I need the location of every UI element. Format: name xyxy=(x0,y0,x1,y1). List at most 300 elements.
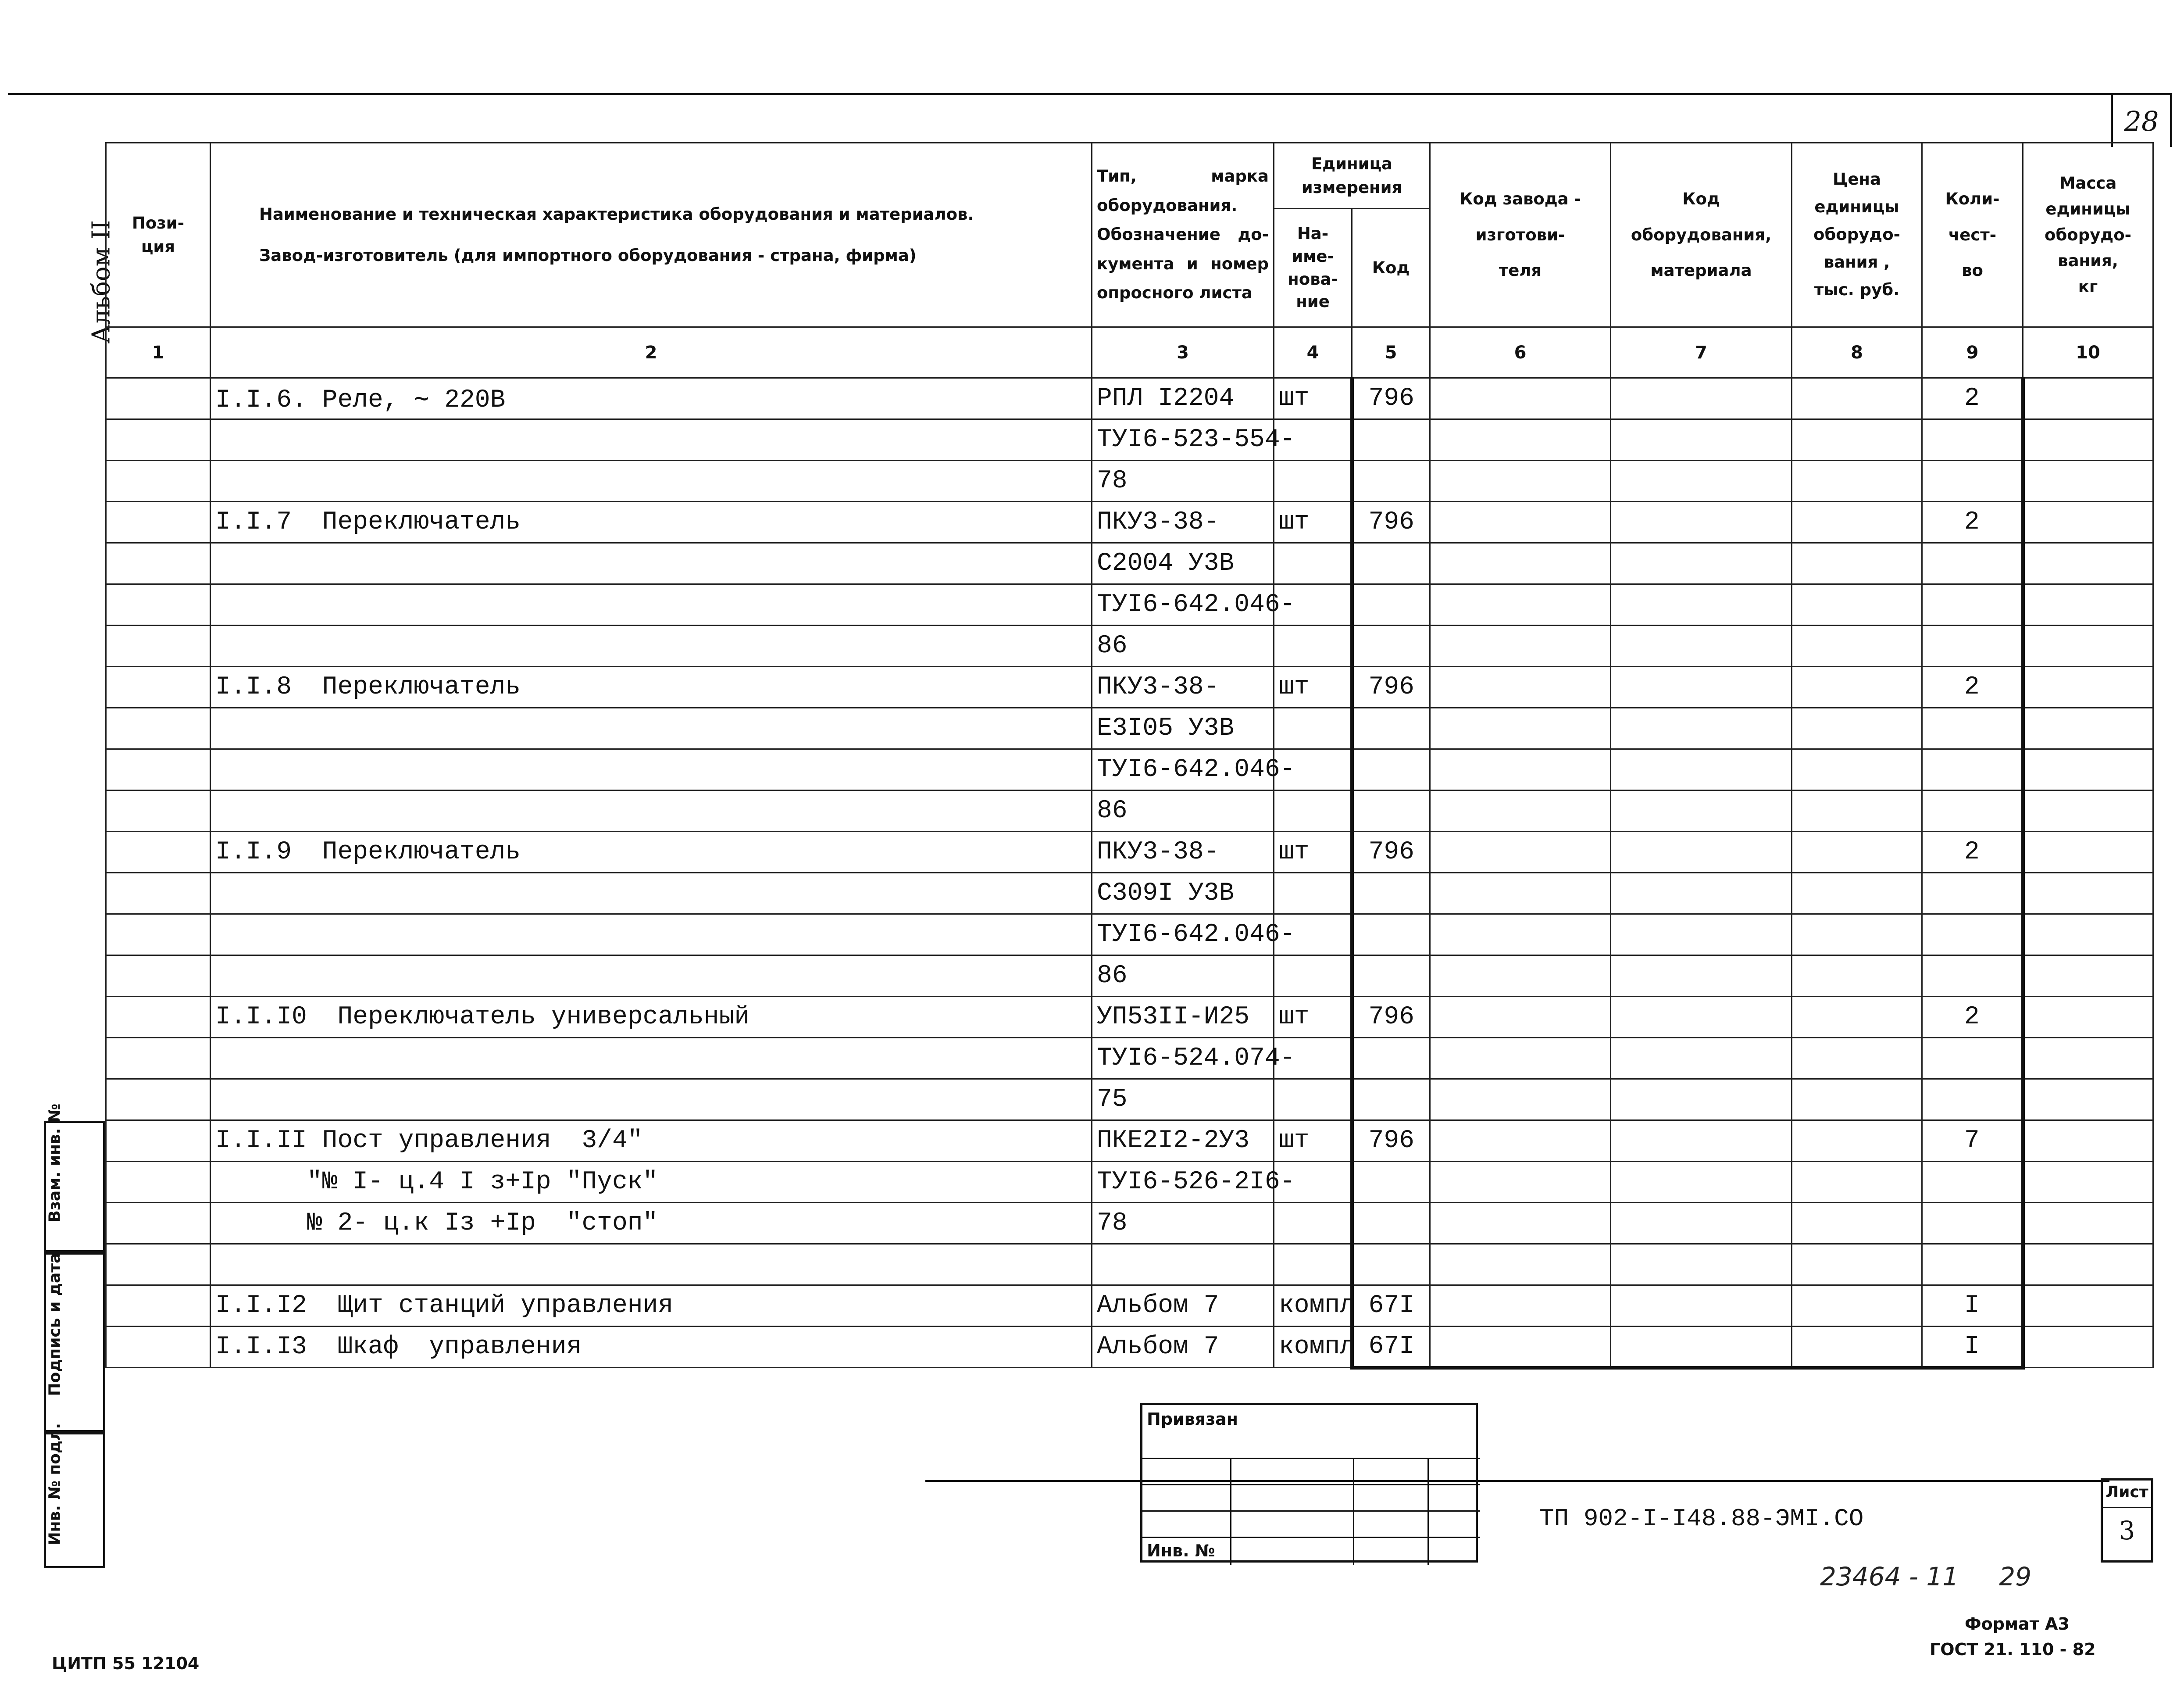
table-row xyxy=(106,997,2153,1038)
cell-col-6 xyxy=(1430,419,1611,461)
cell-col-6 xyxy=(1430,543,1611,584)
cell-col-7 xyxy=(1611,997,1792,1038)
table-row xyxy=(106,584,2153,626)
cell-col-9: I xyxy=(1922,1327,2023,1368)
cell-col-6 xyxy=(1430,667,1611,708)
table-row xyxy=(106,832,2153,873)
cell-col-9 xyxy=(1922,1038,2023,1079)
cell-col-10 xyxy=(2023,1285,2153,1327)
cell-col-1 xyxy=(106,873,211,914)
cell-col-10 xyxy=(2023,708,2153,749)
cell-col-5: 796 xyxy=(1352,667,1430,708)
table-row xyxy=(106,419,2153,461)
cell-col-2 xyxy=(211,461,1092,502)
cell-col-6 xyxy=(1430,1203,1611,1244)
cell-col-7 xyxy=(1611,667,1792,708)
cell-col-2 xyxy=(211,1079,1092,1120)
header-unit-name: На- име- нова- ние xyxy=(1274,209,1352,327)
cell-col-5 xyxy=(1352,1244,1430,1285)
side-strip-podpis xyxy=(44,1252,105,1432)
cell-col-6 xyxy=(1430,955,1611,997)
table-row xyxy=(106,790,2153,832)
table-row xyxy=(106,1038,2153,1079)
cell-col-1 xyxy=(106,832,211,873)
cell-col-8 xyxy=(1792,584,1922,626)
specification-table xyxy=(105,142,2154,1370)
cell-col-10 xyxy=(2023,1120,2153,1162)
table-row xyxy=(106,1244,2153,1285)
cell-col-4: шт xyxy=(1274,1120,1352,1162)
cell-col-6 xyxy=(1430,461,1611,502)
cell-col-8 xyxy=(1792,378,1922,419)
cell-col-8 xyxy=(1792,997,1922,1038)
table-row xyxy=(106,667,2153,708)
cell-col-7 xyxy=(1611,832,1792,873)
table-row xyxy=(106,708,2153,749)
cell-col-1 xyxy=(106,419,211,461)
cell-col-2 xyxy=(211,543,1092,584)
cell-col-2 xyxy=(211,914,1092,955)
cell-col-9: 2 xyxy=(1922,502,2023,543)
cell-col-5: 796 xyxy=(1352,378,1430,419)
cell-col-3: 86 xyxy=(1092,790,1274,832)
cell-col-5: 796 xyxy=(1352,832,1430,873)
cell-col-7 xyxy=(1611,419,1792,461)
side-strip-inv xyxy=(44,1423,105,1568)
cell-col-6 xyxy=(1430,1120,1611,1162)
col-number-5: 5 xyxy=(1352,327,1430,378)
cell-col-1 xyxy=(106,914,211,955)
cell-col-5 xyxy=(1352,1203,1430,1244)
cell-col-5: 67I xyxy=(1352,1285,1430,1327)
cell-col-8 xyxy=(1792,790,1922,832)
sheet-number: 3 xyxy=(2119,1516,2135,1545)
cell-col-7 xyxy=(1611,1203,1792,1244)
cell-col-9 xyxy=(1922,914,2023,955)
cell-col-5: 796 xyxy=(1352,997,1430,1038)
cell-col-10 xyxy=(2023,584,2153,626)
cell-col-10 xyxy=(2023,790,2153,832)
cell-col-9: 2 xyxy=(1922,667,2023,708)
header-type: Тип, марка оборудования. Обозначение до- кумента и номер опросного листа xyxy=(1092,143,1274,327)
table-row xyxy=(106,955,2153,997)
cell-col-2: I.I.II Пост управления 3/4" xyxy=(211,1120,1092,1162)
cell-col-1 xyxy=(106,584,211,626)
cell-col-6 xyxy=(1430,626,1611,667)
cell-col-1 xyxy=(106,790,211,832)
cell-col-5 xyxy=(1352,419,1430,461)
cell-col-4: шт xyxy=(1274,997,1352,1038)
cell-col-2: I.I.I3 Шкаф управления xyxy=(211,1327,1092,1368)
cell-col-2 xyxy=(211,708,1092,749)
col-number-9: 9 xyxy=(1922,327,2023,378)
cell-col-3: ТУI6-642.046- xyxy=(1092,914,1274,955)
cell-col-2 xyxy=(211,790,1092,832)
header-unit-code: Код xyxy=(1352,209,1430,327)
cell-col-5 xyxy=(1352,1079,1430,1120)
cell-col-4 xyxy=(1274,543,1352,584)
cell-col-9: 7 xyxy=(1922,1120,2023,1162)
cell-col-4 xyxy=(1274,1203,1352,1244)
cell-col-10 xyxy=(2023,873,2153,914)
cell-col-1 xyxy=(106,626,211,667)
table-row xyxy=(106,1327,2153,1368)
cell-col-8 xyxy=(1792,1285,1922,1327)
cell-col-2: I.I.9 Переключатель xyxy=(211,832,1092,873)
side-label-podpis: Подпись и дата xyxy=(46,1252,64,1396)
cell-col-5: 796 xyxy=(1352,1120,1430,1162)
cell-col-3: ТУI6-642.046- xyxy=(1092,749,1274,790)
cell-col-6 xyxy=(1430,1285,1611,1327)
cell-col-10 xyxy=(2023,502,2153,543)
table-row xyxy=(106,378,2153,419)
cell-col-5 xyxy=(1352,873,1430,914)
handwritten-number: 23464 - 11 29 xyxy=(1820,1562,2032,1591)
sheet-box xyxy=(2101,1478,2153,1563)
cell-col-7 xyxy=(1611,1327,1792,1368)
cell-col-4 xyxy=(1274,626,1352,667)
cell-col-10 xyxy=(2023,543,2153,584)
cell-col-4 xyxy=(1274,1079,1352,1120)
table-row xyxy=(106,543,2153,584)
cell-col-4 xyxy=(1274,790,1352,832)
cell-col-8 xyxy=(1792,1162,1922,1203)
cell-col-8 xyxy=(1792,1038,1922,1079)
cell-col-2: I.I.I0 Переключатель универсальный xyxy=(211,997,1092,1038)
cell-col-7 xyxy=(1611,873,1792,914)
cell-col-6 xyxy=(1430,1327,1611,1368)
cell-col-8 xyxy=(1792,914,1922,955)
cell-col-5 xyxy=(1352,626,1430,667)
document-code: ТП 902-I-I48.88-ЭМI.СО xyxy=(1539,1505,1864,1533)
cell-col-8 xyxy=(1792,419,1922,461)
cell-col-10 xyxy=(2023,997,2153,1038)
cell-col-6 xyxy=(1430,914,1611,955)
stamp-rule xyxy=(925,1480,2109,1482)
cell-col-3: ТУI6-642.046- xyxy=(1092,584,1274,626)
cell-col-5: 67I xyxy=(1352,1327,1430,1368)
cell-col-3: С309I У3В xyxy=(1092,873,1274,914)
cell-col-3: 86 xyxy=(1092,626,1274,667)
cell-col-6 xyxy=(1430,1038,1611,1079)
col-number-1: 1 xyxy=(106,327,211,378)
cell-col-8 xyxy=(1792,1244,1922,1285)
cell-col-9 xyxy=(1922,708,2023,749)
cell-col-2 xyxy=(211,419,1092,461)
cell-col-6 xyxy=(1430,584,1611,626)
side-label-inv: Инв. № подл. xyxy=(46,1423,64,1545)
cell-col-1 xyxy=(106,1120,211,1162)
cell-col-1 xyxy=(106,543,211,584)
table-row xyxy=(106,626,2153,667)
cell-col-9 xyxy=(1922,1079,2023,1120)
header-price: Цена единицы оборудо- вания , тыс. руб. xyxy=(1792,143,1922,327)
table-row xyxy=(106,1120,2153,1162)
cell-col-2: I.I.8 Переключатель xyxy=(211,667,1092,708)
col-number-7: 7 xyxy=(1611,327,1792,378)
table-row xyxy=(106,1079,2153,1120)
cell-col-7 xyxy=(1611,749,1792,790)
cell-col-3: ТУI6-526-2I6- xyxy=(1092,1162,1274,1203)
cell-col-8 xyxy=(1792,708,1922,749)
cell-col-6 xyxy=(1430,1079,1611,1120)
cell-col-10 xyxy=(2023,461,2153,502)
cell-col-7 xyxy=(1611,1244,1792,1285)
cell-col-10 xyxy=(2023,1162,2153,1203)
cell-col-9 xyxy=(1922,626,2023,667)
cell-col-6 xyxy=(1430,749,1611,790)
cell-col-2: № 2- ц.к Iз +Iр "стоп" xyxy=(211,1203,1092,1244)
cell-col-3: Альбом 7 xyxy=(1092,1285,1274,1327)
cell-col-9 xyxy=(1922,461,2023,502)
cell-col-8 xyxy=(1792,873,1922,914)
cell-col-3: 75 xyxy=(1092,1079,1274,1120)
cell-col-10 xyxy=(2023,1038,2153,1079)
cell-col-5 xyxy=(1352,708,1430,749)
cell-col-7 xyxy=(1611,584,1792,626)
cell-col-4 xyxy=(1274,955,1352,997)
cell-col-2 xyxy=(211,1244,1092,1285)
cell-col-3: 78 xyxy=(1092,461,1274,502)
header-equipment-code: Код оборудования, материала xyxy=(1611,143,1792,327)
cell-col-3: 78 xyxy=(1092,1203,1274,1244)
cell-col-3: УП53II-И25 xyxy=(1092,997,1274,1038)
cell-col-4 xyxy=(1274,461,1352,502)
cell-col-1 xyxy=(106,667,211,708)
table-row xyxy=(106,1203,2153,1244)
gost-label: ГОСТ 21. 110 - 82 xyxy=(1930,1640,2096,1659)
cell-col-8 xyxy=(1792,543,1922,584)
cell-col-10 xyxy=(2023,1203,2153,1244)
cell-col-4 xyxy=(1274,708,1352,749)
cell-col-2: I.I.6. Реле, ∼ 220В xyxy=(211,378,1092,419)
side-label-vzam: Взам. инв. № xyxy=(46,1103,64,1223)
cell-col-10 xyxy=(2023,1327,2153,1368)
cell-col-7 xyxy=(1611,378,1792,419)
cell-col-7 xyxy=(1611,914,1792,955)
cell-col-2: I.I.I2 Щит станций управления xyxy=(211,1285,1092,1327)
cell-col-10 xyxy=(2023,914,2153,955)
cell-col-3 xyxy=(1092,1244,1274,1285)
cell-col-6 xyxy=(1430,832,1611,873)
cell-col-2 xyxy=(211,749,1092,790)
cell-col-7 xyxy=(1611,1285,1792,1327)
cell-col-2 xyxy=(211,1038,1092,1079)
cell-col-6 xyxy=(1430,790,1611,832)
cell-col-8 xyxy=(1792,461,1922,502)
cell-col-2 xyxy=(211,626,1092,667)
cell-col-1 xyxy=(106,1285,211,1327)
cell-col-9: 2 xyxy=(1922,832,2023,873)
cell-col-3: ТУI6-524.074- xyxy=(1092,1038,1274,1079)
album-side-label: Альбом II xyxy=(87,220,116,344)
sheet-label: Лист xyxy=(2105,1483,2148,1501)
cell-col-1 xyxy=(106,502,211,543)
cell-col-4: шт xyxy=(1274,667,1352,708)
header-name xyxy=(211,143,1092,327)
cell-col-3: Е3I05 У3В xyxy=(1092,708,1274,749)
top-rule xyxy=(8,93,2111,95)
cell-col-2 xyxy=(211,955,1092,997)
cell-col-3: ПКУ3-38- xyxy=(1092,832,1274,873)
table-row xyxy=(106,1162,2153,1203)
cell-col-9 xyxy=(1922,749,2023,790)
cell-col-2 xyxy=(211,584,1092,626)
header-mass: Масса единицы оборудо- вания, кг xyxy=(2023,143,2153,327)
cell-col-1 xyxy=(106,1038,211,1079)
cell-col-4: шт xyxy=(1274,502,1352,543)
cell-col-5 xyxy=(1352,1038,1430,1079)
cell-col-9 xyxy=(1922,790,2023,832)
format-label: Формат А3 xyxy=(1965,1614,2070,1634)
cell-col-5 xyxy=(1352,914,1430,955)
cell-col-7 xyxy=(1611,1038,1792,1079)
cell-col-10 xyxy=(2023,667,2153,708)
cell-col-6 xyxy=(1430,1244,1611,1285)
citp-label: ЦИТП 55 12104 xyxy=(52,1654,200,1673)
cell-col-9 xyxy=(1922,955,2023,997)
header-unit-group: Единица измерения xyxy=(1274,143,1430,209)
cell-col-6 xyxy=(1430,997,1611,1038)
cell-col-4: компл xyxy=(1274,1285,1352,1327)
cell-col-4: компл xyxy=(1274,1327,1352,1368)
cell-col-10 xyxy=(2023,626,2153,667)
stamp-privyazan: Привязан xyxy=(1147,1409,1238,1429)
table-row xyxy=(106,749,2153,790)
cell-col-3: 86 xyxy=(1092,955,1274,997)
cell-col-1 xyxy=(106,1079,211,1120)
cell-col-9: 2 xyxy=(1922,378,2023,419)
cell-col-10 xyxy=(2023,749,2153,790)
side-strip-vzam xyxy=(44,1103,105,1252)
table-row xyxy=(106,873,2153,914)
table-row xyxy=(106,502,2153,543)
header-name-line1: Наименование и техническая характеристика оборудования и материалов. xyxy=(259,204,974,224)
cell-col-10 xyxy=(2023,419,2153,461)
cell-col-2: "№ I- ц.4 I з+Iр "Пуск" xyxy=(211,1162,1092,1203)
cell-col-4 xyxy=(1274,1244,1352,1285)
cell-col-9 xyxy=(1922,584,2023,626)
cell-col-8 xyxy=(1792,1079,1922,1120)
cell-col-4 xyxy=(1274,873,1352,914)
cell-col-3: ПКУ3-38- xyxy=(1092,502,1274,543)
cell-col-5 xyxy=(1352,461,1430,502)
header-name-line2: Завод-изготовитель (для импортного оборудования - страна, фирма) xyxy=(259,246,917,265)
cell-col-3: ТУI6-523-554- xyxy=(1092,419,1274,461)
cell-col-7 xyxy=(1611,955,1792,997)
cell-col-8 xyxy=(1792,667,1922,708)
cell-col-1 xyxy=(106,1162,211,1203)
cell-col-1 xyxy=(106,708,211,749)
col-number-4: 4 xyxy=(1274,327,1352,378)
cell-col-6 xyxy=(1430,873,1611,914)
cell-col-7 xyxy=(1611,502,1792,543)
col-number-3: 3 xyxy=(1092,327,1274,378)
cell-col-7 xyxy=(1611,708,1792,749)
cell-col-1 xyxy=(106,997,211,1038)
cell-col-1 xyxy=(106,1327,211,1368)
cell-col-9 xyxy=(1922,1244,2023,1285)
cell-col-8 xyxy=(1792,1327,1922,1368)
cell-col-1 xyxy=(106,461,211,502)
cell-col-8 xyxy=(1792,1203,1922,1244)
col-number-10: 10 xyxy=(2023,327,2153,378)
sheet-corner-number: 28 xyxy=(2111,93,2172,147)
header-quantity: Коли- чест- во xyxy=(1922,143,2023,327)
cell-col-6 xyxy=(1430,502,1611,543)
cell-col-1 xyxy=(106,1203,211,1244)
table-row xyxy=(106,1285,2153,1327)
cell-col-7 xyxy=(1611,1079,1792,1120)
cell-col-5 xyxy=(1352,584,1430,626)
cell-col-10 xyxy=(2023,955,2153,997)
cell-col-9 xyxy=(1922,1203,2023,1244)
cell-col-2: I.I.7 Переключатель xyxy=(211,502,1092,543)
cell-col-6 xyxy=(1430,708,1611,749)
col-number-8: 8 xyxy=(1792,327,1922,378)
cell-col-9: 2 xyxy=(1922,997,2023,1038)
cell-col-5 xyxy=(1352,955,1430,997)
cell-col-3: РПЛ I2204 xyxy=(1092,378,1274,419)
cell-col-8 xyxy=(1792,626,1922,667)
cell-col-9 xyxy=(1922,873,2023,914)
table-row xyxy=(106,461,2153,502)
stamp-inv-no: Инв. № xyxy=(1147,1541,1215,1560)
cell-col-8 xyxy=(1792,749,1922,790)
cell-col-1 xyxy=(106,1244,211,1285)
cell-col-1 xyxy=(106,378,211,419)
cell-col-10 xyxy=(2023,1079,2153,1120)
cell-col-10 xyxy=(2023,832,2153,873)
cell-col-9: I xyxy=(1922,1285,2023,1327)
cell-col-3: Альбом 7 xyxy=(1092,1327,1274,1368)
col-number-6: 6 xyxy=(1430,327,1611,378)
cell-col-3: С2004 У3В xyxy=(1092,543,1274,584)
cell-col-6 xyxy=(1430,1162,1611,1203)
cell-col-8 xyxy=(1792,955,1922,997)
cell-col-5 xyxy=(1352,749,1430,790)
cell-col-9 xyxy=(1922,419,2023,461)
cell-col-3: ПКУ3-38- xyxy=(1092,667,1274,708)
cell-col-7 xyxy=(1611,1120,1792,1162)
cell-col-5 xyxy=(1352,1162,1430,1203)
col-number-2: 2 xyxy=(211,327,1092,378)
cell-col-5: 796 xyxy=(1352,502,1430,543)
cell-col-4: шт xyxy=(1274,832,1352,873)
cell-col-8 xyxy=(1792,1120,1922,1162)
table-row xyxy=(106,914,2153,955)
cell-col-4: шт xyxy=(1274,378,1352,419)
cell-col-3: ПКЕ2I2-2У3 xyxy=(1092,1120,1274,1162)
cell-col-6 xyxy=(1430,378,1611,419)
cell-col-9 xyxy=(1922,543,2023,584)
cell-col-7 xyxy=(1611,1162,1792,1203)
cell-col-9 xyxy=(1922,1162,2023,1203)
cell-col-7 xyxy=(1611,626,1792,667)
binding-stamp xyxy=(1140,1403,1478,1563)
cell-col-5 xyxy=(1352,790,1430,832)
cell-col-7 xyxy=(1611,790,1792,832)
cell-col-10 xyxy=(2023,1244,2153,1285)
cell-col-10 xyxy=(2023,378,2153,419)
cell-col-2 xyxy=(211,873,1092,914)
cell-col-1 xyxy=(106,749,211,790)
cell-col-7 xyxy=(1611,461,1792,502)
header-position: Пози- ция xyxy=(106,143,211,327)
cell-col-1 xyxy=(106,955,211,997)
cell-col-7 xyxy=(1611,543,1792,584)
header-factory-code: Код завода - изготови- теля xyxy=(1430,143,1611,327)
